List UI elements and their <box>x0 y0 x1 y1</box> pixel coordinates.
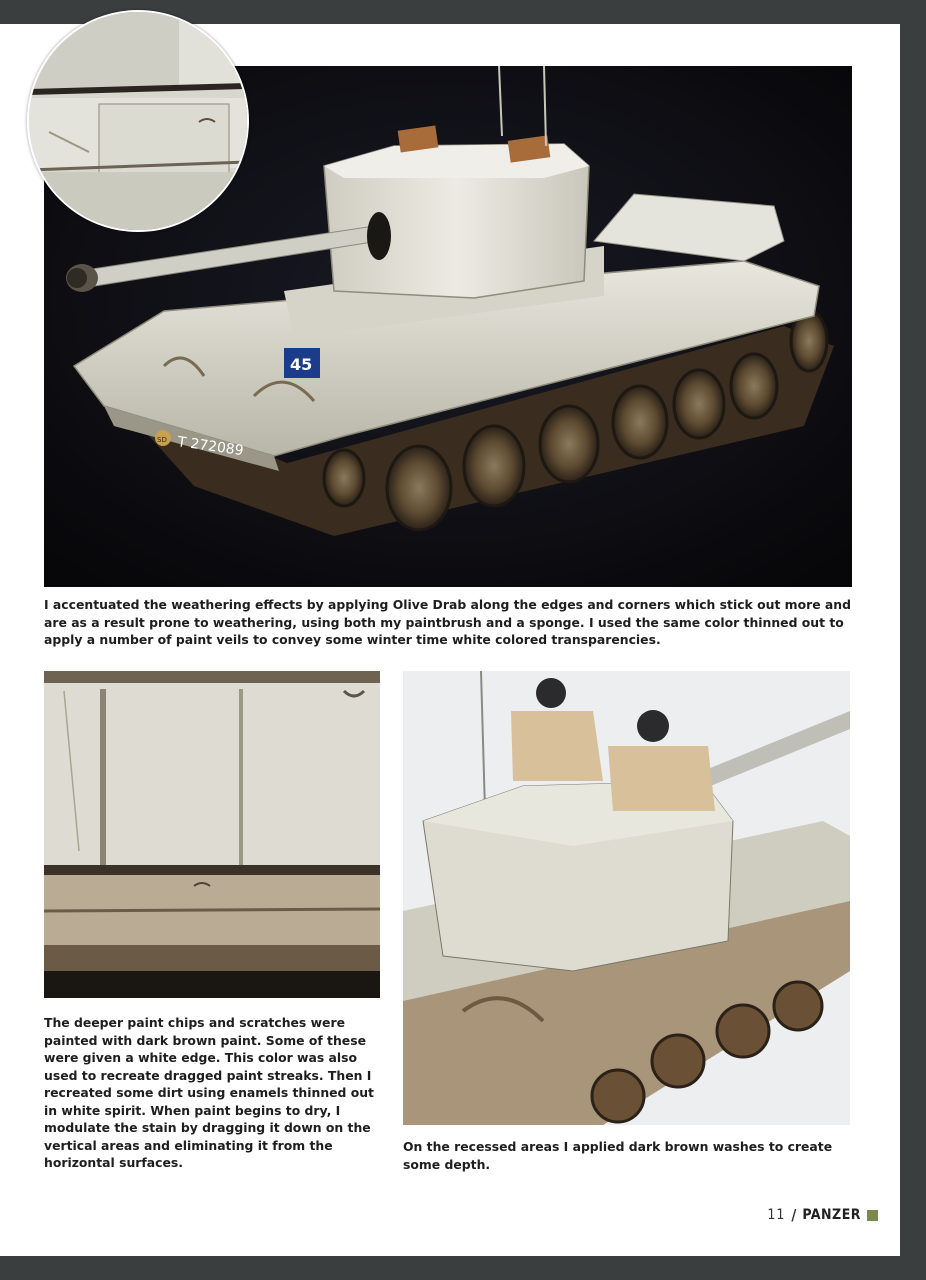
detail-photo-left <box>44 671 380 998</box>
unit-number: 45 <box>290 355 313 374</box>
magazine-name: PANZER <box>802 1207 861 1223</box>
detail-right-illustration <box>403 671 850 1125</box>
inset-illustration <box>29 12 247 230</box>
detail-photo-right <box>403 671 850 1125</box>
crew-head-left <box>536 678 566 708</box>
page-number: 11 <box>767 1207 786 1223</box>
brand-square-icon <box>867 1210 878 1221</box>
main-caption: I accentuated the weathering effects by applying Olive Drab along the edges and corners which stick out more and are as a result prone to weathering, using both my paintbrush and a sponge. I used the same color thinned out to apply a number of paint veils to convey some winter time white colored transparencies. <box>44 597 851 647</box>
emblem-text: SD <box>157 436 167 444</box>
right-caption: On the recessed areas I applied dark brown washes to create some depth. <box>403 1139 833 1172</box>
crew-head-right <box>637 710 669 742</box>
page-footer <box>767 1206 878 1224</box>
footer-separator: / <box>791 1206 797 1224</box>
registration-number: T 272089 <box>176 434 245 460</box>
left-caption: The deeper paint chips and scratches were painted with dark brown paint. Some of these were given a white edge. This color was also used to recreate dragged paint streaks. Then I recreated some dirt using enamels thinned out in white spirit. When paint begins to dry, I modulate the stain by dragging it down on the vertical areas and eliminating it from the horizontal surfaces. <box>44 1015 374 1170</box>
detail-left-illustration <box>44 671 380 998</box>
inset-detail-photo <box>27 10 249 232</box>
